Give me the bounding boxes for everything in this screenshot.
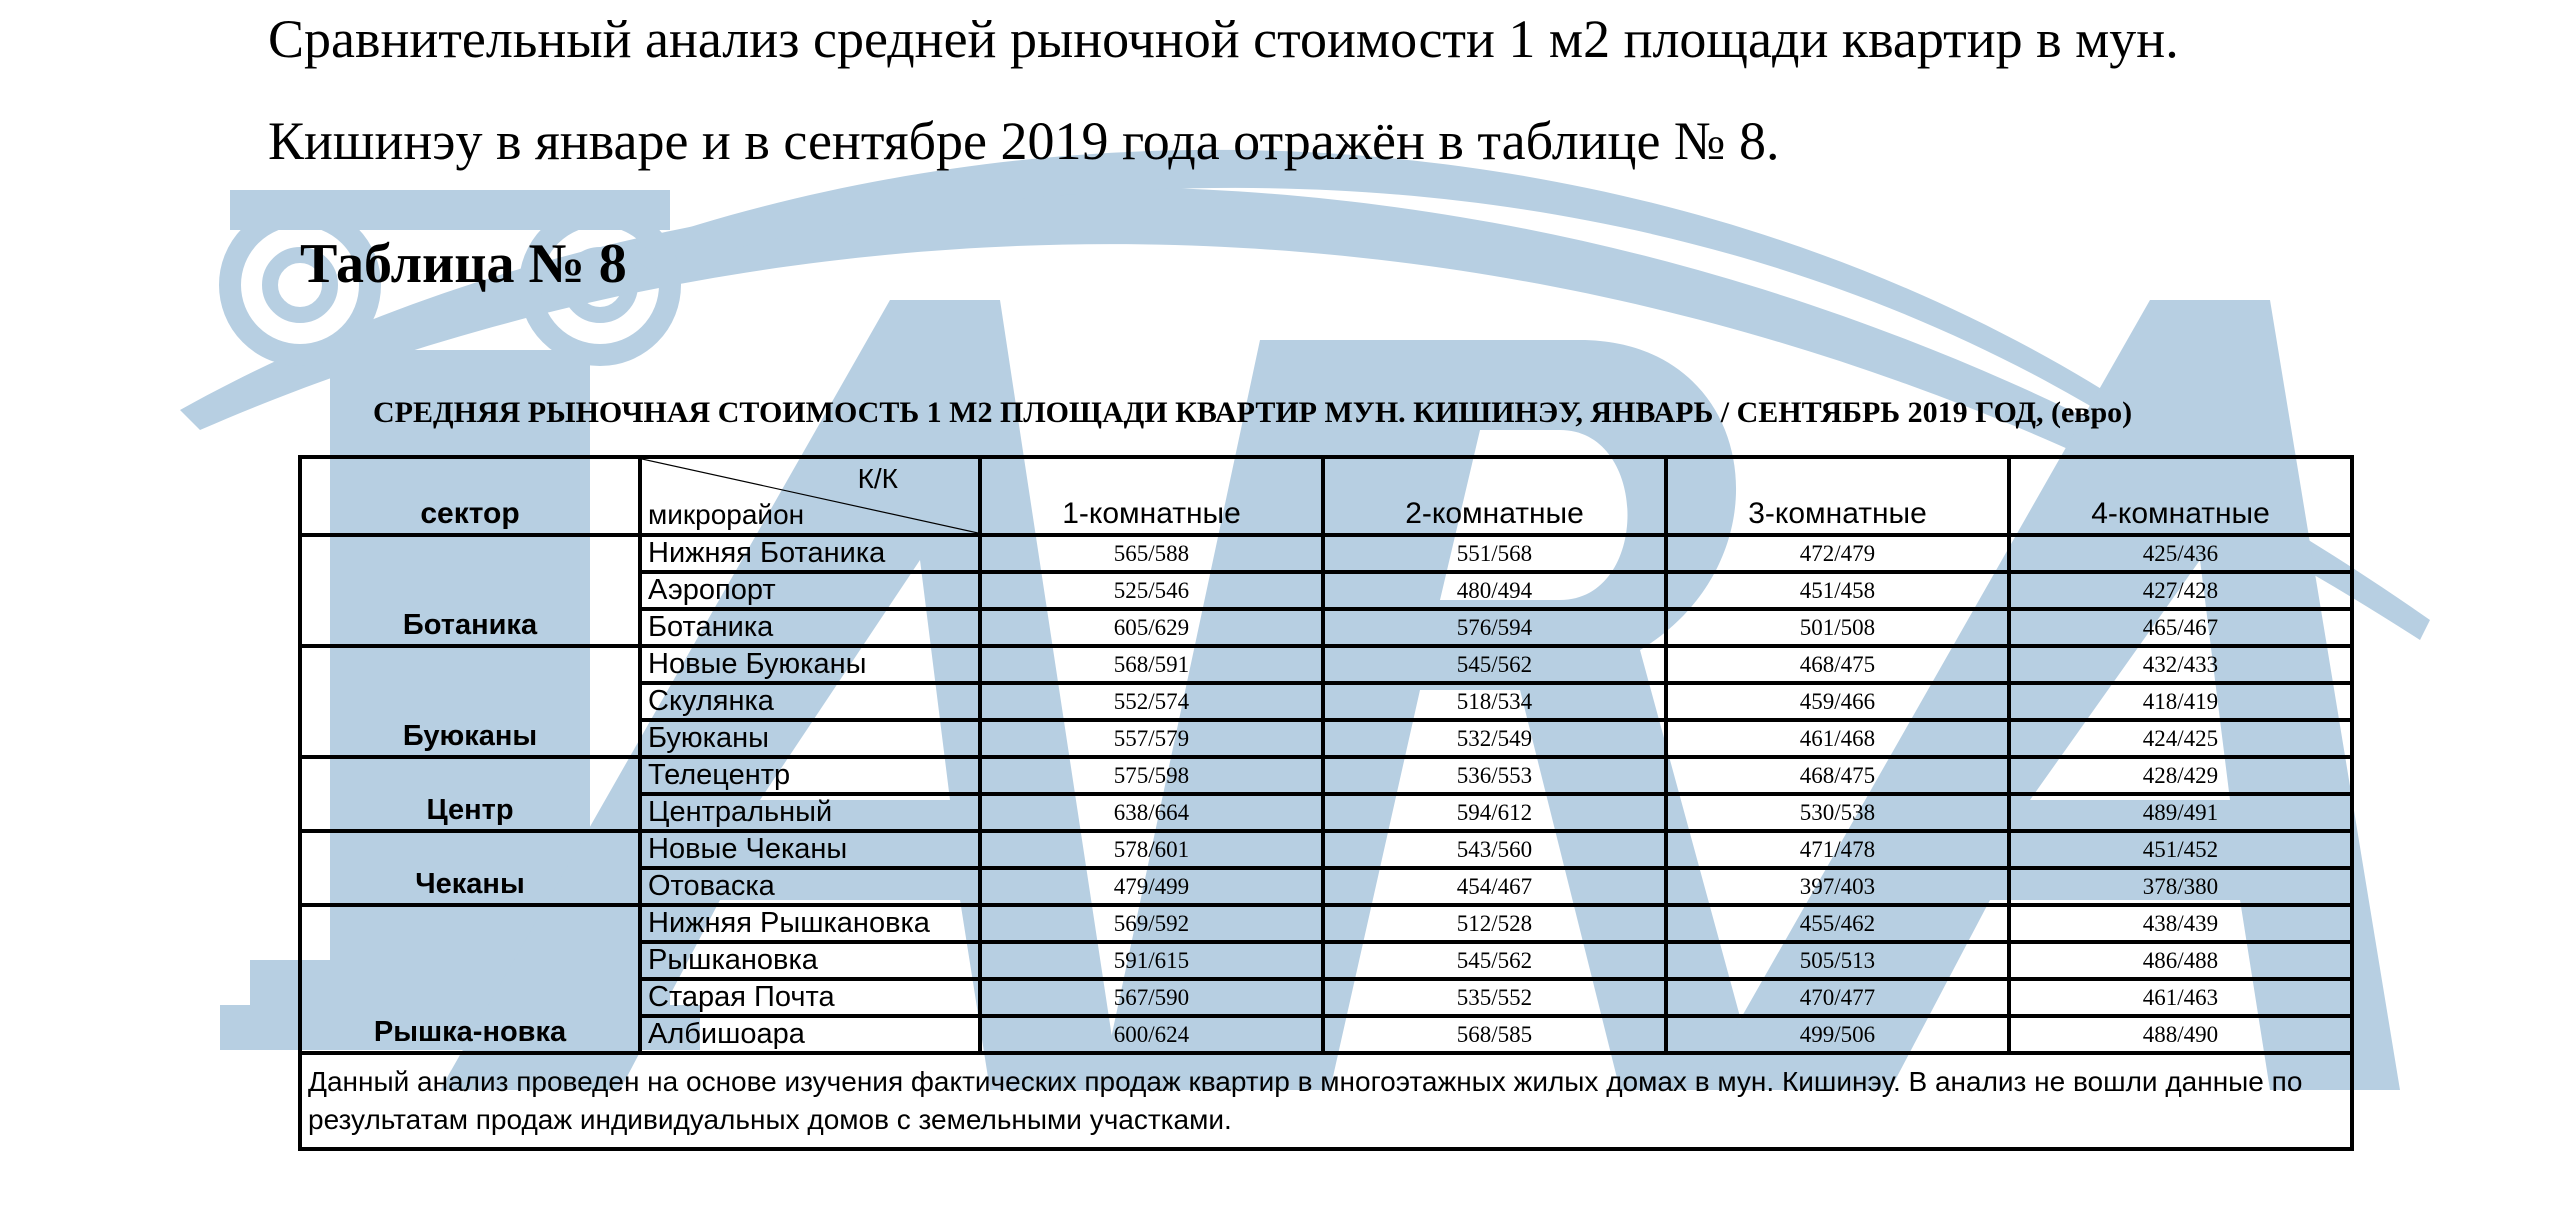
price-cell: 480/494 [1323,572,1666,609]
price-cell: 501/508 [1666,609,2009,646]
price-cell: 499/506 [1666,1016,2009,1053]
price-cell: 600/624 [980,1016,1323,1053]
district-cell: Скулянка [640,683,980,720]
price-cell: 424/425 [2009,720,2352,757]
price-cell: 461/468 [1666,720,2009,757]
price-cell: 567/590 [980,979,1323,1016]
price-cell: 552/574 [980,683,1323,720]
price-cell: 488/490 [2009,1016,2352,1053]
price-cell: 418/419 [2009,683,2352,720]
price-cell: 557/579 [980,720,1323,757]
price-cell: 545/562 [1323,942,1666,979]
district-cell: Албишоара [640,1016,980,1053]
price-cell: 479/499 [980,868,1323,905]
district-cell: Буюканы [640,720,980,757]
table-row [300,535,2352,572]
intro-paragraph-line-2: Кишинэу в январе и в сентябре 2019 года отражён в таблице № 8. [268,111,1780,171]
sector-cell: Чеканы [300,831,640,905]
district-cell: Нижняя Рышкановка [640,905,980,942]
price-cell: 427/428 [2009,572,2352,609]
header-4-room: 4-комнатные [2009,457,2352,535]
sector-cell: Буюканы [300,646,640,757]
table-row [300,831,2352,868]
price-cell: 505/513 [1666,942,2009,979]
price-cell: 451/452 [2009,831,2352,868]
price-cell: 638/664 [980,794,1323,831]
table-row [300,757,2352,794]
price-cell: 470/477 [1666,979,2009,1016]
header-3-room: 3-комнатные [1666,457,2009,535]
price-cell: 535/552 [1323,979,1666,1016]
price-cell: 568/585 [1323,1016,1666,1053]
header-microdistrict: микрорайон [648,499,805,530]
header-1-room: 1-комнатные [980,457,1323,535]
price-cell: 543/560 [1323,831,1666,868]
price-cell: 468/475 [1666,757,2009,794]
price-cell: 455/462 [1666,905,2009,942]
price-cell: 454/467 [1323,868,1666,905]
sector-cell: Рышка-новка [300,905,640,1053]
header-kk: К/К [857,463,898,494]
price-cell: 569/592 [980,905,1323,942]
price-cell: 578/601 [980,831,1323,868]
price-cell: 545/562 [1323,646,1666,683]
price-cell: 518/534 [1323,683,1666,720]
district-cell: Новые Чеканы [640,831,980,868]
price-cell: 565/588 [980,535,1323,572]
district-cell: Отоваска [640,868,980,905]
price-cell: 465/467 [2009,609,2352,646]
price-cell: 461/463 [2009,979,2352,1016]
price-cell: 472/479 [1666,535,2009,572]
table-row [300,646,2352,683]
table-row [300,905,2352,942]
price-cell: 525/546 [980,572,1323,609]
price-cell: 378/380 [2009,868,2352,905]
district-cell: Старая Почта [640,979,980,1016]
price-cell: 530/538 [1666,794,2009,831]
price-cell: 591/615 [980,942,1323,979]
sector-cell: Центр [300,757,640,831]
price-cell: 397/403 [1666,868,2009,905]
table-caption: Таблица № 8 [300,233,627,295]
table-title: СРЕДНЯЯ РЫНОЧНАЯ СТОИМОСТЬ 1 М2 ПЛОЩАДИ КВАРТИР МУН. КИШИНЭУ, ЯНВАРЬ / СЕНТЯБРЬ 2019 ГОД, (евро) [373,396,2133,429]
intro-paragraph-line-1: Сравнительный анализ средней рыночной стоимости 1 м2 площади квартир в мун. [268,9,2179,69]
sector-cell: Ботаника [300,535,640,646]
price-cell: 576/594 [1323,609,1666,646]
district-cell: Центральный [640,794,980,831]
price-cell: 594/612 [1323,794,1666,831]
price-cell: 575/598 [980,757,1323,794]
price-cell: 568/591 [980,646,1323,683]
price-cell: 532/549 [1323,720,1666,757]
price-cell: 468/475 [1666,646,2009,683]
price-cell: 489/491 [2009,794,2352,831]
table-header-row [300,457,2352,535]
price-cell: 451/458 [1666,572,2009,609]
price-cell: 605/629 [980,609,1323,646]
header-diagonal-cell [640,457,980,535]
price-cell: 536/553 [1323,757,1666,794]
district-cell: Телецентр [640,757,980,794]
district-cell: Ботаника [640,609,980,646]
price-cell: 425/436 [2009,535,2352,572]
price-cell: 459/466 [1666,683,2009,720]
district-cell: Нижняя Ботаника [640,535,980,572]
price-cell: 551/568 [1323,535,1666,572]
header-2-room: 2-комнатные [1323,457,1666,535]
header-sector: сектор [300,457,640,535]
price-cell: 486/488 [2009,942,2352,979]
district-cell: Рышкановка [640,942,980,979]
price-cell: 512/528 [1323,905,1666,942]
price-cell: 428/429 [2009,757,2352,794]
price-cell: 471/478 [1666,831,2009,868]
district-cell: Новые Буюканы [640,646,980,683]
district-cell: Аэропорт [640,572,980,609]
footnote-row [300,1053,2352,1149]
table-footnote: Данный анализ проведен на основе изучения фактических продаж квартир в многоэтажных жилых домах в мун. Кишинэу. В анализ не вошли данные по результатам продаж индивидуальных домов с земельными участками. [300,1053,2352,1149]
price-cell: 438/439 [2009,905,2352,942]
price-table [298,455,2354,1151]
price-cell: 432/433 [2009,646,2352,683]
